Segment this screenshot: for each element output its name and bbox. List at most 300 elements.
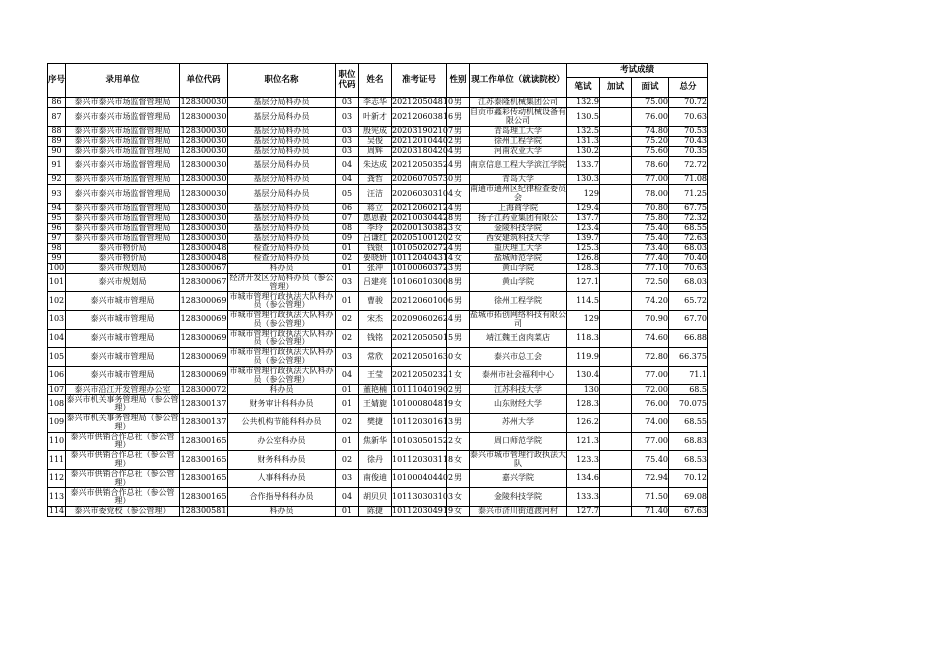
cell-name: 李志华	[359, 98, 392, 108]
cell-interview: 77.00	[632, 366, 669, 385]
cell-current-unit: 苏州大学	[470, 413, 567, 432]
cell-name: 王婧旎	[359, 395, 392, 414]
cell-name: 惠恩毅	[359, 213, 392, 223]
cell-total: 71.25	[669, 185, 708, 204]
cell-current-unit: 靖江魏王卤肉菜店	[470, 329, 567, 348]
cell-seq: 102	[48, 292, 66, 311]
cell-seq: 97	[48, 233, 66, 243]
cell-bonus	[600, 329, 632, 348]
cell-current-unit: 盐城师范学院	[470, 253, 567, 263]
cell-position-code: 01	[336, 243, 359, 253]
cell-gender: 男	[447, 310, 470, 329]
cell-current-unit: 重庆理工大学	[470, 243, 567, 253]
cell-written: 114.5	[567, 292, 600, 311]
cell-position: 基层分局科办员	[228, 126, 336, 136]
table-row	[48, 223, 708, 233]
cell-name: 朱达成	[359, 156, 392, 175]
cell-unit-code: 128300581	[180, 506, 227, 516]
cell-unit-code: 128300030	[180, 232, 227, 242]
cell-interview: 75.60	[632, 146, 669, 156]
cell-written: 127.7	[567, 506, 600, 516]
cell-gender: 女	[447, 451, 470, 470]
cell-name: 王莹	[359, 366, 392, 385]
cell-name: 徐丹	[359, 451, 392, 470]
cell-position: 财务审计科科办员	[228, 395, 336, 414]
cell-unit-code: 128300069	[180, 292, 228, 311]
table-row	[48, 136, 708, 146]
cell-gender: 男	[447, 243, 470, 253]
cell-gender: 男	[447, 98, 470, 108]
cell-bonus	[600, 185, 632, 204]
cell-written: 128.3	[567, 263, 600, 273]
cell-bonus	[600, 366, 632, 385]
cell-interview: 70.80	[632, 203, 669, 213]
cell-employer: 泰兴市供销合作总社（参公管理）	[66, 469, 180, 488]
cell-position: 基层分局科办员	[228, 175, 336, 185]
cell-bonus	[600, 213, 632, 223]
cell-name: 龚哲	[359, 175, 392, 185]
cell-gender: 男	[447, 136, 470, 146]
cell-exam-no: 202051001202	[392, 232, 454, 242]
cell-total: 70.35	[669, 146, 708, 156]
cell-current-unit: 金陵科技学院	[470, 488, 567, 507]
table-row	[48, 395, 708, 414]
cell-position-code: 01	[336, 292, 359, 311]
cell-unit-code: 128300165	[180, 488, 228, 507]
cell-position-code: 02	[336, 329, 359, 348]
cell-seq: 89	[48, 136, 66, 146]
cell-unit-code: 128300072	[180, 384, 227, 394]
cell-exam-no: 202120602124	[392, 202, 454, 212]
cell-gender: 男	[447, 385, 470, 395]
header-seq: 序号	[48, 64, 66, 98]
cell-name: 钱铭	[359, 329, 392, 348]
cell-name: 吕建亮	[359, 273, 392, 292]
header-total: 总分	[669, 78, 708, 98]
cell-unit-code: 128300067	[180, 262, 227, 272]
cell-exam-no: 101120301613	[392, 413, 447, 432]
cell-written: 132.5	[567, 126, 600, 136]
cell-written: 126.8	[567, 253, 600, 263]
cell-total: 68.03	[669, 243, 708, 253]
cell-total: 66.88	[669, 329, 708, 348]
cell-bonus	[600, 506, 632, 516]
cell-bonus	[600, 451, 632, 470]
cell-position-code: 03	[336, 126, 359, 136]
cell-exam-no: 101120303118	[392, 451, 447, 470]
cell-written: 128.3	[567, 395, 600, 414]
cell-employer: 泰兴市供销合作总社（参公管理）	[66, 432, 180, 451]
cell-name: 宋杰	[359, 310, 392, 329]
cell-employer: 泰兴市城市管理局	[66, 348, 180, 367]
cell-interview: 74.60	[632, 329, 669, 348]
cell-employer: 泰兴市供销合作总社（参公管理）	[66, 488, 180, 507]
cell-unit-code: 128300030	[180, 212, 227, 222]
cell-exam-no: 101030501522	[392, 432, 447, 451]
cell-exam-no: 101130303103	[392, 488, 447, 507]
cell-position: 科办员	[228, 506, 336, 516]
cell-gender: 男	[447, 203, 470, 213]
cell-bonus	[600, 413, 632, 432]
cell-employer: 泰兴市规划局	[66, 273, 180, 292]
cell-interview: 75.40	[632, 451, 669, 470]
cell-total: 71.08	[669, 175, 708, 185]
cell-gender: 男	[447, 175, 470, 185]
cell-position: 市城市管理行政执法大队科办员（参公管理）	[229, 365, 334, 384]
cell-position-code: 03	[336, 108, 359, 127]
cell-current-unit: 黄山学院	[470, 273, 567, 292]
cell-unit-code: 128300030	[180, 125, 227, 135]
cell-seq: 100	[48, 262, 65, 272]
cell-exam-no: 101000404402	[392, 469, 447, 488]
cell-written: 131.3	[567, 136, 600, 146]
cell-current-unit: 青岛理工大学	[470, 126, 567, 136]
cell-gender: 男	[447, 292, 470, 311]
cell-seq: 114	[48, 506, 65, 516]
header-exam-no: 准考证号	[392, 64, 447, 98]
cell-gender: 男	[447, 126, 470, 136]
cell-gender: 男	[447, 263, 470, 273]
cell-position: 基层分局科办员	[228, 136, 336, 146]
cell-name: 汪洁	[359, 185, 392, 204]
cell-total: 69.08	[669, 488, 708, 507]
cell-name: 张冲	[359, 263, 392, 273]
cell-interview: 78.60	[632, 156, 669, 175]
cell-unit-code: 128300030	[180, 156, 228, 175]
cell-unit-code: 128300048	[180, 252, 227, 262]
cell-interview: 70.90	[632, 310, 669, 329]
cell-written: 123.3	[567, 451, 600, 470]
cell-position-code: 09	[336, 233, 359, 243]
cell-gender: 男	[447, 329, 470, 348]
cell-current-unit: 泰州市社会福利中心	[470, 366, 567, 385]
cell-exam-no: 202120502321	[392, 366, 447, 385]
cell-written: 130.4	[567, 366, 600, 385]
cell-exam-no: 202031902107	[392, 125, 454, 135]
cell-unit-code: 128300137	[180, 395, 228, 414]
cell-name: 焦新华	[359, 432, 392, 451]
cell-current-unit: 泰兴市济川街道渡河村	[470, 506, 567, 516]
cell-bonus	[600, 273, 632, 292]
cell-name: 陈捷	[359, 506, 392, 516]
table-row	[48, 213, 708, 223]
cell-interview: 75.00	[632, 98, 669, 108]
cell-total: 68.55	[669, 413, 708, 432]
cell-bonus	[600, 146, 632, 156]
cell-position: 检查分局科办员	[228, 243, 336, 253]
cell-total: 70.53	[669, 126, 708, 136]
cell-total: 65.72	[669, 292, 708, 311]
cell-employer: 泰兴市泰兴市场监督管理局	[66, 146, 180, 156]
cell-unit-code: 128300069	[180, 366, 228, 385]
cell-current-unit: 南通市通州区纪律检查委员会	[470, 184, 566, 202]
cell-name: 胡贝贝	[359, 488, 392, 507]
cell-total: 72.63	[669, 233, 708, 243]
cell-gender: 女	[447, 432, 470, 451]
cell-total: 70.40	[669, 253, 708, 263]
cell-position-code: 01	[336, 432, 359, 451]
cell-total: 67.70	[669, 310, 708, 329]
table-row	[48, 126, 708, 136]
cell-seq: 93	[48, 185, 66, 204]
table-row	[48, 366, 708, 385]
cell-position-code: 01	[336, 395, 359, 414]
cell-written: 133.7	[567, 156, 600, 175]
cell-employer: 泰兴市委党校（参公管理）	[66, 506, 180, 516]
cell-current-unit: 泰兴市总工会	[470, 348, 567, 367]
cell-interview: 75.40	[632, 223, 669, 233]
cell-interview: 75.40	[632, 233, 669, 243]
cell-unit-code: 128300030	[180, 185, 228, 204]
cell-seq: 103	[48, 310, 66, 329]
cell-unit-code: 128300165	[180, 451, 228, 470]
cell-exam-no: 202001303823	[392, 222, 454, 232]
table-row	[48, 156, 708, 175]
cell-current-unit: 上海商学院	[470, 203, 567, 213]
cell-exam-no: 101110401902	[392, 384, 454, 394]
cell-bonus	[600, 432, 632, 451]
cell-position-code: 06	[336, 203, 359, 213]
cell-position-code: 03	[336, 273, 359, 292]
cell-interview: 72.80	[632, 348, 669, 367]
cell-written: 132.9	[567, 98, 600, 108]
cell-gender: 男	[447, 273, 470, 292]
cell-bonus	[600, 488, 632, 507]
cell-position-code: 01	[336, 506, 359, 516]
cell-current-unit: 盐城市拓创网络科技有限公司	[470, 310, 566, 328]
cell-employer: 泰兴市泰兴市场监督管理局	[66, 185, 180, 204]
table-row	[48, 203, 708, 213]
cell-employer: 泰兴市规划局	[66, 263, 180, 273]
header-bonus: 加试	[600, 78, 632, 98]
cell-total: 70.63	[669, 108, 708, 127]
cell-bonus	[600, 348, 632, 367]
cell-position: 办公室科办员	[228, 432, 336, 451]
cell-total: 71.1	[669, 366, 708, 385]
cell-unit-code: 128300069	[180, 348, 228, 367]
cell-gender: 男	[447, 213, 470, 223]
cell-gender: 女	[447, 233, 470, 243]
cell-gender: 男	[447, 413, 470, 432]
cell-seq: 88	[48, 126, 66, 136]
cell-exam-no: 202120504810	[392, 97, 454, 107]
cell-employer: 泰兴市城市管理局	[66, 329, 180, 348]
cell-gender: 男	[447, 108, 470, 127]
cell-position: 市城市管理行政执法大队科办员（参公管理）	[229, 347, 334, 365]
cell-exam-no: 202120505015	[392, 329, 447, 348]
cell-bonus	[600, 223, 632, 233]
cell-position: 基层分局科办员	[228, 203, 336, 213]
table-row	[48, 469, 708, 488]
cell-unit-code: 128300069	[180, 329, 228, 348]
cell-current-unit: 山东财经大学	[470, 395, 567, 414]
cell-seq: 91	[48, 156, 66, 175]
table-row	[48, 506, 708, 516]
cell-position: 基层分局科办员	[228, 98, 336, 108]
cell-position: 基层分局科办员	[228, 223, 336, 233]
cell-unit-code: 128300030	[180, 108, 228, 127]
cell-exam-no: 101050202724	[392, 242, 454, 252]
cell-unit-code: 128300067	[180, 273, 228, 292]
table-row	[48, 348, 708, 367]
header-interview: 面试	[632, 78, 669, 98]
cell-bonus	[600, 98, 632, 108]
cell-bonus	[600, 469, 632, 488]
cell-interview: 71.40	[632, 506, 669, 516]
cell-interview: 77.10	[632, 263, 669, 273]
cell-total: 68.55	[669, 223, 708, 233]
table-header	[48, 64, 708, 98]
cell-position: 人事科科办员	[228, 469, 336, 488]
cell-current-unit: 黄山学院	[470, 263, 567, 273]
cell-current-unit: 嘉兴学院	[470, 469, 567, 488]
cell-seq: 96	[48, 223, 66, 233]
cell-position-code: 03	[336, 136, 359, 146]
cell-current-unit: 徐州工程学院	[470, 136, 567, 146]
cell-current-unit: 青岛大学	[470, 175, 567, 185]
cell-exam-no: 101120404314	[392, 252, 454, 262]
cell-bonus	[600, 136, 632, 146]
cell-employer: 泰兴市泰兴市场监督管理局	[66, 136, 180, 146]
header-current-unit: 现工作单位（就读院校）	[470, 64, 567, 98]
cell-total: 67.63	[669, 506, 708, 516]
cell-name: 樊捷	[359, 413, 392, 432]
cell-written: 127.1	[567, 273, 600, 292]
cell-unit-code: 128300030	[180, 174, 227, 184]
cell-interview: 72.94	[632, 469, 669, 488]
cell-unit-code: 128300030	[180, 222, 227, 232]
cell-written: 139.7	[567, 233, 600, 243]
cell-written: 134.6	[567, 469, 600, 488]
cell-seq: 95	[48, 213, 66, 223]
cell-written: 129.4	[567, 203, 600, 213]
cell-written: 119.9	[567, 348, 600, 367]
cell-unit-code: 128300030	[180, 97, 227, 107]
cell-exam-no: 202060303104	[392, 185, 447, 204]
cell-employer: 泰兴市泰兴市场监督管理局	[66, 213, 180, 223]
cell-employer: 泰兴市物价局	[66, 253, 180, 263]
cell-employer: 泰兴市泰兴市场监督管理局	[66, 126, 180, 136]
cell-employer: 泰兴市泰兴市场监督管理局	[66, 233, 180, 243]
table-row	[48, 413, 708, 432]
cell-bonus	[600, 156, 632, 175]
cell-name: 曹骏	[359, 292, 392, 311]
cell-bonus	[600, 175, 632, 185]
cell-seq: 94	[48, 203, 66, 213]
cell-position: 合作指导科科办员	[228, 488, 336, 507]
cell-position-code: 04	[336, 156, 359, 175]
cell-interview: 71.50	[632, 488, 669, 507]
cell-total: 70.075	[669, 395, 708, 414]
cell-position-code: 01	[336, 385, 359, 395]
table-row	[48, 233, 708, 243]
cell-employer: 泰兴市供销合作总社（参公管理）	[66, 451, 180, 470]
cell-written: 129	[567, 185, 600, 204]
cell-gender: 女	[447, 348, 470, 367]
cell-position: 基层分局科办员	[228, 185, 336, 204]
cell-seq: 110	[48, 432, 66, 451]
cell-employer: 泰兴市泰兴市场监督管理局	[66, 98, 180, 108]
cell-current-unit: 西安建筑科技大学	[470, 233, 567, 243]
cell-bonus	[600, 292, 632, 311]
cell-unit-code: 128300030	[180, 135, 227, 145]
cell-gender: 女	[447, 366, 470, 385]
cell-written: 133.3	[567, 488, 600, 507]
cell-written: 130.5	[567, 108, 600, 127]
table-row	[48, 108, 708, 127]
cell-total: 70.63	[669, 263, 708, 273]
cell-seq: 99	[48, 253, 66, 263]
cell-bonus	[600, 310, 632, 329]
cell-total: 67.75	[669, 203, 708, 213]
header-exam-scores: 考试成绩	[567, 64, 708, 78]
cell-interview: 76.00	[632, 108, 669, 127]
cell-employer: 泰兴市机关事务管理局（参公管理）	[66, 394, 179, 413]
cell-current-unit: 自贡市鑫彩传动机械设备有限公司	[470, 107, 566, 125]
cell-current-unit: 江苏科技大学	[470, 385, 567, 395]
cell-position: 基层分局科办员	[228, 146, 336, 156]
cell-exam-no: 101000804819	[392, 395, 447, 414]
cell-seq: 106	[48, 366, 66, 385]
cell-interview: 78.00	[632, 185, 669, 204]
cell-employer: 泰兴市泰兴市场监督管理局	[66, 156, 180, 175]
table-row	[48, 98, 708, 108]
cell-unit-code: 128300137	[180, 413, 228, 432]
cell-current-unit: 江苏泰隆机械集团公司	[470, 98, 567, 108]
cell-exam-no: 202120601006	[392, 292, 447, 311]
cell-bonus	[600, 126, 632, 136]
cell-gender: 女	[447, 253, 470, 263]
cell-position-code: 01	[336, 263, 359, 273]
cell-unit-code: 128300048	[180, 242, 227, 252]
cell-employer: 泰兴市泰兴市场监督管理局	[66, 223, 180, 233]
cell-written: 137.7	[567, 213, 600, 223]
cell-exam-no: 202120104402	[392, 135, 454, 145]
cell-name: 蒋立	[359, 203, 392, 213]
cell-gender: 女	[447, 488, 470, 507]
cell-exam-no: 202031804204	[392, 145, 454, 155]
cell-written: 126.2	[567, 413, 600, 432]
cell-seq: 92	[48, 175, 66, 185]
table-row	[48, 146, 708, 156]
cell-interview: 76.00	[632, 395, 669, 414]
cell-exam-no: 202120603816	[392, 108, 447, 127]
cell-bonus	[600, 108, 632, 127]
cell-position: 科办员	[228, 385, 336, 395]
cell-seq: 90	[48, 146, 66, 156]
cell-exam-no: 101000603723	[392, 262, 454, 272]
table-row	[48, 329, 708, 348]
cell-total: 68.03	[669, 273, 708, 292]
cell-position-code: 02	[336, 310, 359, 329]
table-row	[48, 451, 708, 470]
cell-current-unit: 徐州工程学院	[470, 292, 567, 311]
cell-unit-code: 128300030	[180, 202, 227, 212]
cell-bonus	[600, 263, 632, 273]
cell-position: 财务科科办员	[228, 451, 336, 470]
cell-interview: 72.50	[632, 273, 669, 292]
cell-position-code: 04	[336, 366, 359, 385]
cell-position-code: 03	[336, 98, 359, 108]
cell-employer: 泰兴市城市管理局	[66, 292, 180, 311]
cell-position: 基层分局科办员	[228, 108, 336, 127]
cell-total: 72.32	[669, 213, 708, 223]
cell-bonus	[600, 395, 632, 414]
cell-position: 市城市管理行政执法大队科办员（参公管理）	[229, 310, 334, 328]
cell-name: 钱银	[359, 243, 392, 253]
cell-bonus	[600, 233, 632, 243]
cell-position: 公共机构节能科科办员	[228, 413, 336, 432]
